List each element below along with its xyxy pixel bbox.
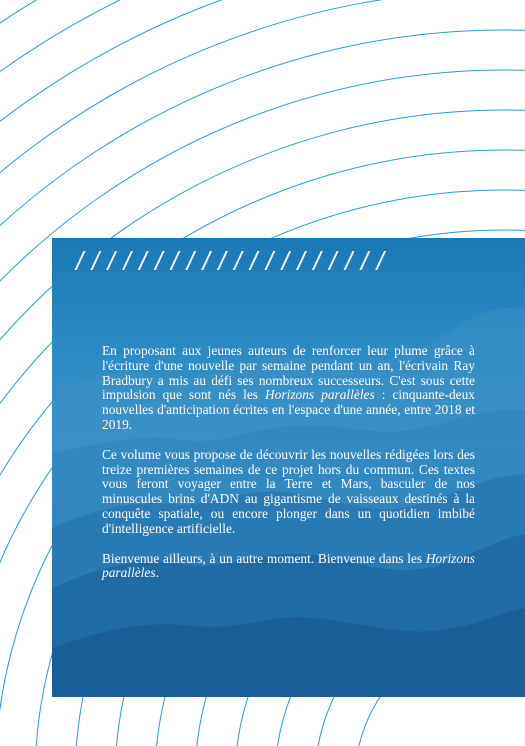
book-title: Horizons parallèles	[102, 550, 475, 581]
book-title: Horizons parallèles	[265, 387, 375, 403]
back-cover-panel	[52, 238, 525, 697]
summary-paragraph-3: Bienvenue ailleurs, à un autre moment. Bienvenue dans les Horizons parallèles.	[102, 550, 475, 581]
decorative-slashes: ////////////////////	[76, 246, 393, 276]
summary-paragraph-2: Ce volume vous propose de découvrir les nouvelles rédigées lors des treize premières semaines de ce projet hors du commun. Ces textes vous feront voyager entre la Terre et Mars, basculer de nos minuscules brins d'ADN au gigantisme de vaisseaux destinés à la conquête spatiale, ou encore plonger dans un quotidien imbibé d'intelligence artificielle.	[102, 446, 475, 536]
summary-paragraph-1: En proposant aux jeunes auteurs de renforcer leur plume grâce à l'écriture d'une nouvelle par semaine pendant un an, l'écrivain Ray Bradbury a mis au défi ses nombreux successeurs. C'est sous cette impulsion que sont nés les Horizons parallèles : cinquante-deux nouvelles d'anticipation écrites en l'espace d'une année, entre 2018 et 2019.	[102, 343, 475, 432]
summary-text	[102, 344, 475, 596]
